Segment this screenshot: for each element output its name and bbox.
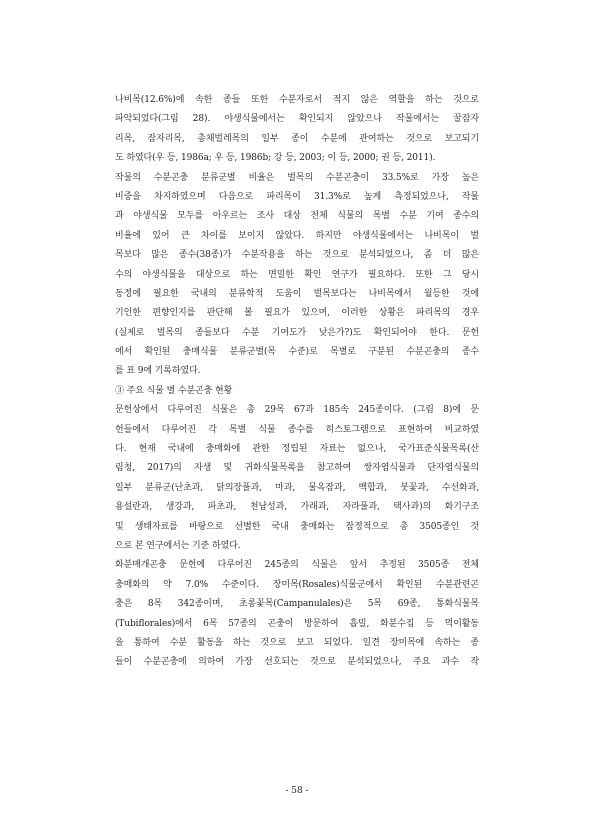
text-line: 과 야생식물 모두를 아우르는 조사 대상 전체 식물의 목별 수분 기여 종수의 [115,211,479,222]
text-line: 수의 야생식물을 대상으로 하는 면밀한 확인 연구가 필요하다. 또한 그 당시 [115,269,479,280]
text-line: 충은 8목 342종이며, 초롱꽃목(Campanulales)은 5목 69종, 통화식물목 [115,599,479,610]
document-body [115,91,479,673]
text-line: 나비목(12.6%)에 속한 종들 또한 수분자로서 적지 않은 역할을 하는 것으로 [115,95,479,105]
text-line: 도 하였다(우 등, 1986a; 우 등, 1986b; 강 등, 2003; 이 등, 2000; 권 등, 2011). [115,153,436,164]
paragraph [115,401,479,556]
text-line: 다. 현재 국내에 충매화에 관한 정립된 자료는 없으나, 국가표준식물목록(산 [115,444,479,455]
text-line: 및 생태자료를 바탕으로 선별한 국내 충매화는 잠정적으로 총 3505종인 것 [115,521,479,532]
section-heading [115,382,479,401]
text-line: 일부 분류군(난초과, 닭의장풀과, 마과, 물옥잠과, 백합과, 붓꽃과, 수선화과, [115,482,479,493]
text-line: 비율에 있어 큰 차이를 보이지 않았다. 하지만 야생식물에서는 나비목이 벌 [115,230,479,241]
text-line: 리목, 잠자리목, 총채벌레목의 일부 종이 수분에 관여하는 것으로 보고되기 [115,133,479,144]
text-line: 용설란과, 생강과, 파초과, 천남성과, 가래과, 자라풀과, 택사과)의 화기구조 [115,502,479,513]
text-line: 으로 본 연구에서는 기준 하였다. [115,540,241,551]
text-line: 작물의 수분곤충 분류군별 비율은 벌목의 수분곤충이 33.5%로 가장 높은 [115,172,479,183]
paragraph [115,91,479,169]
text-line: 에서 확인된 충매식물 분류군별(목 수준)로 목별로 구분된 수분곤충의 종수 [115,347,479,358]
paragraph [115,169,479,382]
text-line: 비중을 차지하였으며 다음으로 파리목이 31.3%로 높게 측정되었으나, 작물 [115,191,479,202]
text-line: (Tubiflorales)에서 6목 57종의 곤충이 방문하여 흡밀, 화분수집 등 먹이활동 [115,618,479,629]
text-line: 를 표 9에 기록하였다. [115,366,201,377]
text-line: 을 통하여 수분 활동을 하는 것으로 보고 되었다. 일견 장미목에 속하는 종 [115,637,479,648]
text-line: 파악되었다(그림 28). 야생식물에서는 확인되지 않았으나 작물에서는 꿀잠자 [115,114,479,125]
text-line: ③ 주요 식물 별 수분곤충 현황 [115,385,233,396]
text-line: 헌들에서 다루어진 각 목별 식물 종수를 히스토그램으로 표현하여 비교하였 [115,424,479,435]
text-line: 화분매개곤충 문헌에 다루어진 245종의 식물은 앞서 추정된 3505종 전체 [115,560,479,571]
text-line: 림청, 2017)의 자생 및 귀화식물목록을 참고하여 쌍자엽식물과 단자엽식물의 [115,463,479,474]
text-line: 기인한 편향인지를 판단해 볼 필요가 있으며, 이러한 상황은 파리목의 경우 [115,308,479,319]
page-number: - 58 - [285,786,309,796]
text-line: (실제로 벌목의 종들보다 수분 기여도가 낮은가?)도 확인되어야 한다. 문헌 [115,327,479,338]
text-line: 들이 수분곤충에 의하여 가장 선호되는 것으로 분석되었으나, 주요 과수 작 [115,657,479,668]
paragraph [115,556,479,672]
text-line: 문헌상에서 다루어진 식물은 총 29목 67과 185속 245종이다. (그림 8)에 문 [115,405,479,416]
text-line: 충매화의 약 7.0% 수준이다. 장미목(Rosales)식물군에서 확인된 수분관련곤 [115,579,479,590]
text-line: 목보다 많은 종수(38종)가 수분작용을 하는 것으로 분석되었으나, 좀 더 많은 [115,250,479,261]
text-line: 동정에 필요한 국내의 분류학적 도움이 벌목보다는 나비목에서 월등한 것에 [115,288,479,299]
